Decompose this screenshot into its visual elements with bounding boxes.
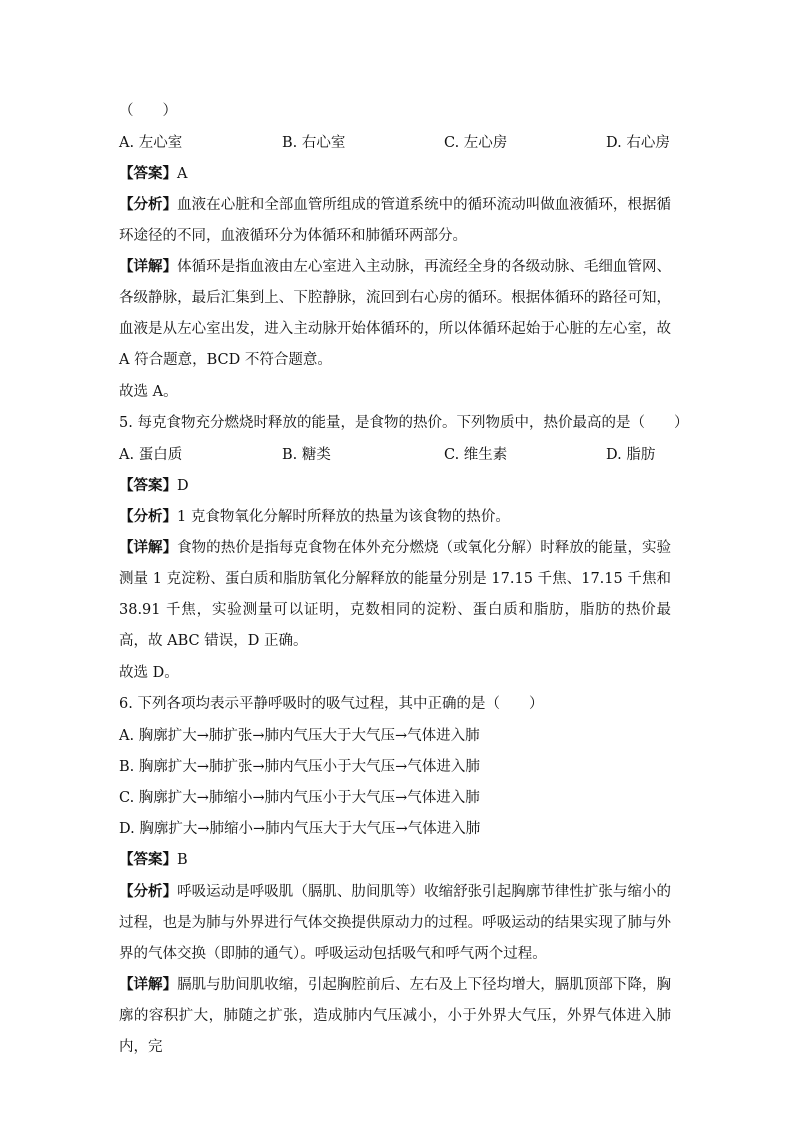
analysis-tag: 【分析】 bbox=[119, 196, 178, 213]
q5-options bbox=[119, 445, 679, 465]
q4-answer bbox=[119, 164, 187, 184]
analysis-text: 血液在心脏和全部血管所组成的管道系统中的循环流动叫做血液循环，根据循环途径的不同，血液循环分为体循环和肺循环两部分。 bbox=[119, 197, 671, 244]
q6-option-a: A. 胸廓扩大→肺扩张→肺内气压大于大气压→气体进入肺 bbox=[119, 728, 480, 744]
detail-tag: 【详解】 bbox=[119, 539, 178, 556]
q5-option-c: C. 维生素 bbox=[444, 447, 508, 463]
q6-analysis bbox=[119, 876, 671, 970]
detail-text: 食物的热价是指每克食物在体外充分燃烧（或氧化分解）时释放的能量，实验测量 1 克淀粉、蛋白质和脂肪氧化分解释放的能量分别是 17.15 千焦、17.15 千焦和 38.91 千焦，实验测量可以证明，克数相同的淀粉、蛋白质和脂肪，脂肪的热价最高，故 ABC 错误，D 正确。 bbox=[119, 540, 671, 649]
answer-tag: 【答案】 bbox=[119, 165, 177, 182]
q5-detail bbox=[119, 532, 671, 657]
answer-tag: 【答案】 bbox=[119, 477, 177, 494]
q6-option-b: B. 胸廓扩大→肺扩张→肺内气压小于大气压→气体进入肺 bbox=[119, 759, 480, 775]
q6-detail bbox=[119, 969, 671, 1063]
q4-analysis bbox=[119, 189, 671, 252]
answer-value: D bbox=[177, 478, 189, 494]
detail-tag: 【详解】 bbox=[119, 976, 178, 993]
q6-stem: 6. 下列各项均表示平静呼吸时的吸气过程，其中正确的是（ ） bbox=[119, 696, 544, 712]
detail-text: 膈肌与肋间肌收缩，引起胸腔前后、左右及上下径均增大，膈肌顶部下降，胸廓的容积扩大，肺随之扩张，造成肺内气压减小，小于外界大气压，外界气体进入肺内，完 bbox=[119, 977, 671, 1055]
analysis-text: 1 克食物氧化分解时所释放的热量为该食物的热价。 bbox=[177, 509, 510, 525]
q5-stem: 5. 每克食物充分燃烧时释放的能量，是食物的热价。下列物质中，热价最高的是（ ） bbox=[119, 415, 689, 431]
answer-tag: 【答案】 bbox=[119, 851, 177, 868]
answer-value: A bbox=[177, 166, 188, 182]
q5-option-a: A. 蛋白质 bbox=[119, 447, 183, 463]
q4-conclusion: 故选 A。 bbox=[119, 384, 178, 400]
analysis-tag: 【分析】 bbox=[119, 508, 177, 525]
answer-value: B bbox=[177, 852, 188, 868]
q6-option-c: C. 胸廓扩大→肺缩小→肺内气压小于大气压→气体进入肺 bbox=[119, 790, 480, 806]
q5-conclusion: 故选 D。 bbox=[119, 665, 179, 681]
q4-stem-tail: （ ） bbox=[119, 103, 177, 119]
analysis-tag: 【分析】 bbox=[119, 883, 178, 900]
q6-answer bbox=[119, 850, 188, 870]
analysis-text: 呼吸运动是呼吸肌（膈肌、肋间肌等）收缩舒张引起胸廓节律性扩张与缩小的过程，也是为肺与外界进行气体交换提供原动力的过程。呼吸运动的结果实现了肺与外界的气体交换（即肺的通气）。呼吸运动包括吸气和呼气两个过程。 bbox=[119, 884, 671, 962]
q4-options bbox=[119, 133, 679, 153]
q5-answer bbox=[119, 476, 189, 496]
q4-option-d: D. 右心房 bbox=[606, 135, 670, 151]
detail-tag: 【详解】 bbox=[119, 258, 178, 275]
q4-option-b: B. 右心室 bbox=[282, 135, 346, 151]
q5-option-b: B. 糖类 bbox=[282, 447, 331, 463]
q5-analysis bbox=[119, 507, 510, 527]
detail-text: 体循环是指血液由左心室进入主动脉，再流经全身的各级动脉、毛细血管网、各级静脉，最后汇集到上、下腔静脉，流回到右心房的循环。根据体循环的路径可知，血液是从左心室出发，进入主动脉开始体循环的，所以体循环起始于心脏的左心室，故 A 符合题意，BCD 不符合题意。 bbox=[119, 259, 671, 368]
q5-option-d: D. 脂肪 bbox=[606, 447, 656, 463]
q6-option-d: D. 胸廓扩大→肺缩小→肺内气压大于大气压→气体进入肺 bbox=[119, 821, 481, 837]
q4-option-c: C. 左心房 bbox=[444, 135, 508, 151]
q4-detail bbox=[119, 251, 671, 376]
q4-option-a: A. 左心室 bbox=[119, 135, 183, 151]
